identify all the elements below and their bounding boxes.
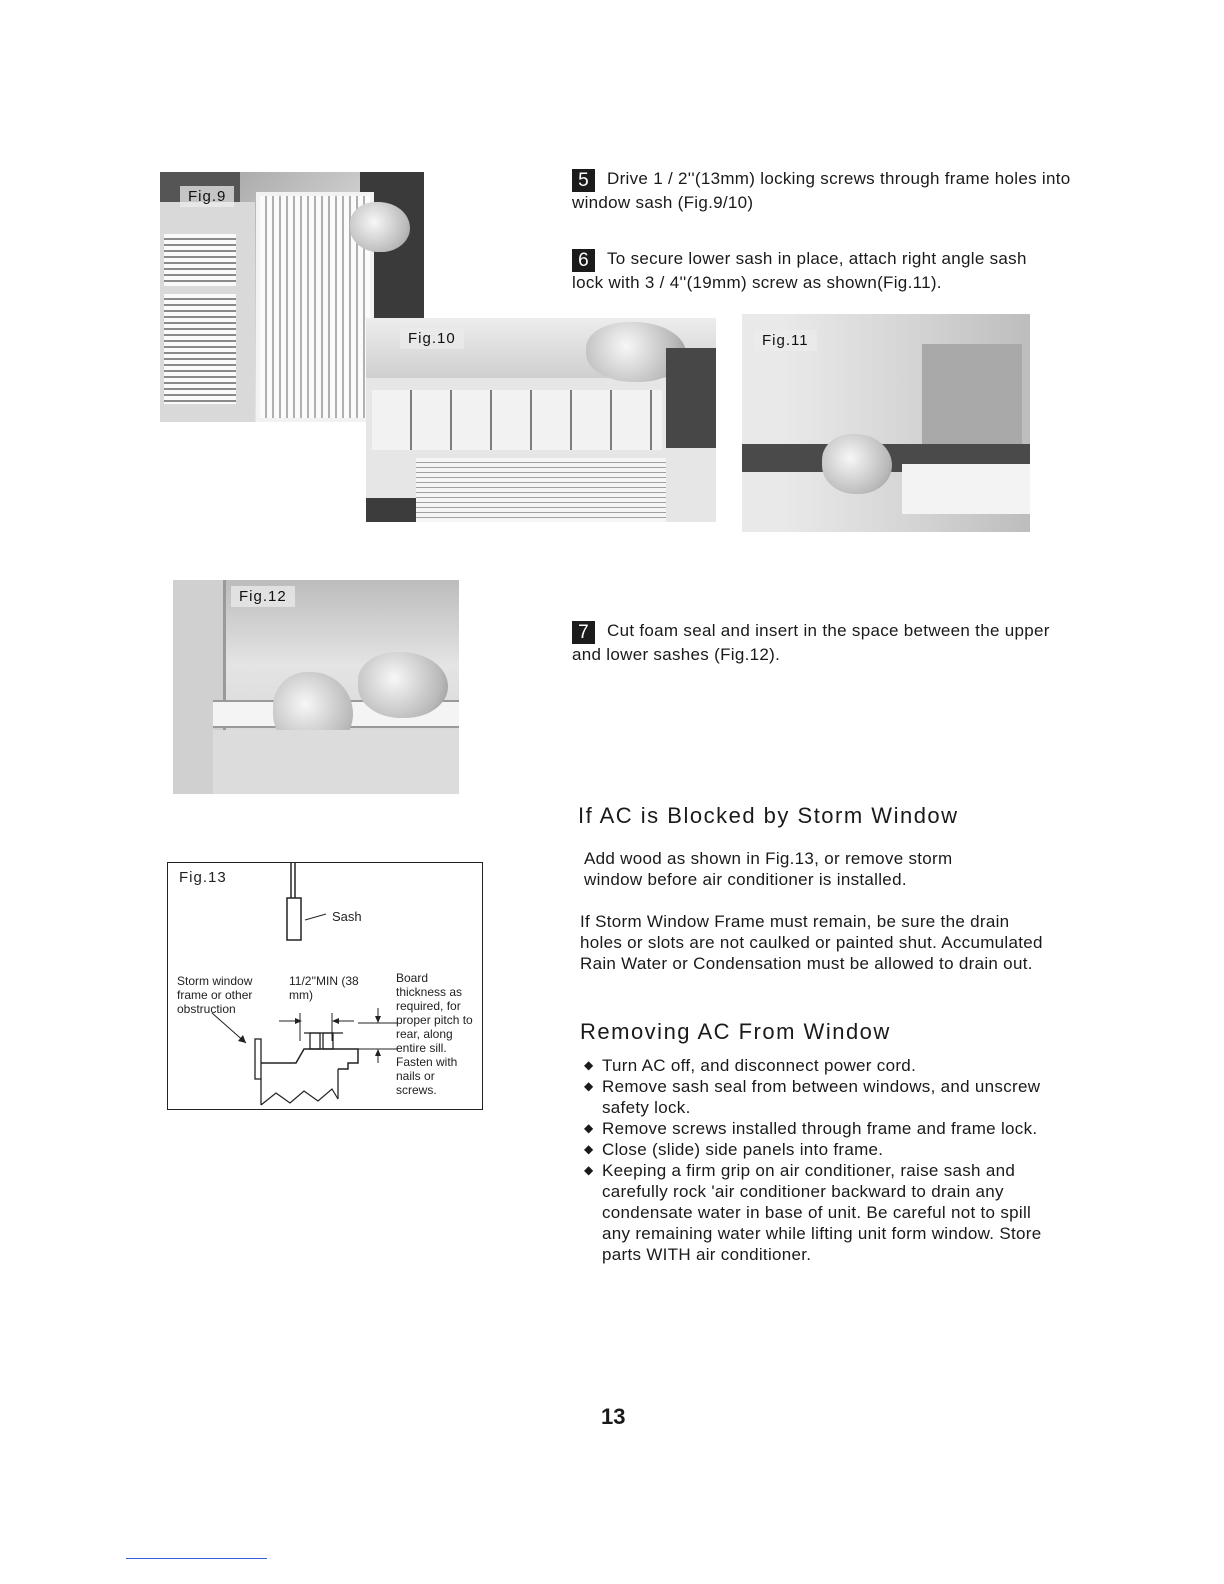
fig9-label: Fig.9 (180, 186, 234, 207)
storm-window-heading: If AC is Blocked by Storm Window (578, 803, 959, 828)
step-5 (572, 168, 1072, 213)
list-item: ◆ Keeping a firm grip on air conditioner, raise sash and carefully rock 'air conditioner backward to drain any condensate water in base of unit. Be careful not to spill any remaining water while lifting unit form window. Store parts WITH air conditioner. (584, 1161, 1042, 1264)
diamond-bullet-icon: ◆ (584, 1121, 594, 1135)
step-6 (572, 248, 1062, 293)
fig13-diagram (167, 862, 483, 1110)
step-5-text: Drive 1 / 2''(13mm) locking screws through frame holes into window sash (Fig.9/10) (572, 169, 1071, 212)
step-number-badge: 5 (572, 169, 595, 192)
fig12-label: Fig.12 (231, 586, 295, 607)
removing-steps-list (580, 1055, 1058, 1265)
list-item: ◆ Turn AC off, and disconnect power cord. (584, 1056, 917, 1075)
board-thickness-label: Board thickness as required, for proper pitch to rear, along entire sill. Fasten with nails or screws. (396, 971, 473, 1097)
fig10-photo (366, 318, 716, 522)
storm-para-2: If Storm Window Frame must remain, be sure the drain holes or slots are not caulked or painted shut. Accumulated Rain Water or Condensation must be allowed to drain out. (580, 912, 1043, 973)
min-clearance-label: 11/2''MIN (38 mm) (289, 974, 359, 1002)
step-6-text: To secure lower sash in place, attach right angle sash lock with 3 / 4''(19mm) screw as shown(Fig.11). (572, 249, 1027, 292)
storm-window-label: Storm window frame or other obstruction (177, 974, 253, 1016)
diamond-bullet-icon: ◆ (584, 1163, 594, 1177)
page-number: 13 (601, 1404, 626, 1429)
list-item: ◆ Remove screws installed through frame and frame lock. (584, 1119, 1038, 1138)
fig12-photo (173, 580, 459, 794)
diamond-bullet-icon: ◆ (584, 1142, 594, 1156)
removing-heading: Removing AC From Window (580, 1019, 891, 1044)
diamond-bullet-icon: ◆ (584, 1079, 594, 1093)
fig11-label: Fig.11 (754, 330, 817, 351)
sash-label: Sash (332, 909, 362, 924)
fig11-photo (742, 314, 1030, 532)
storm-para-1: Add wood as shown in Fig.13, or remove storm window before air conditioner is installed. (584, 849, 953, 889)
diamond-bullet-icon: ◆ (584, 1058, 594, 1072)
list-item: ◆ Close (slide) side panels into frame. (584, 1140, 884, 1159)
footer-rule (126, 1558, 267, 1559)
step-7-text: Cut foam seal and insert in the space between the upper and lower sashes (Fig.12). (572, 621, 1050, 664)
step-number-badge: 6 (572, 249, 595, 272)
fig10-label: Fig.10 (400, 328, 464, 349)
fig13-label: Fig.13 (179, 869, 227, 886)
list-item: ◆ Remove sash seal from between windows, and unscrew safety lock. (584, 1077, 1041, 1117)
step-7 (572, 620, 1077, 665)
step-number-badge: 7 (572, 621, 595, 644)
